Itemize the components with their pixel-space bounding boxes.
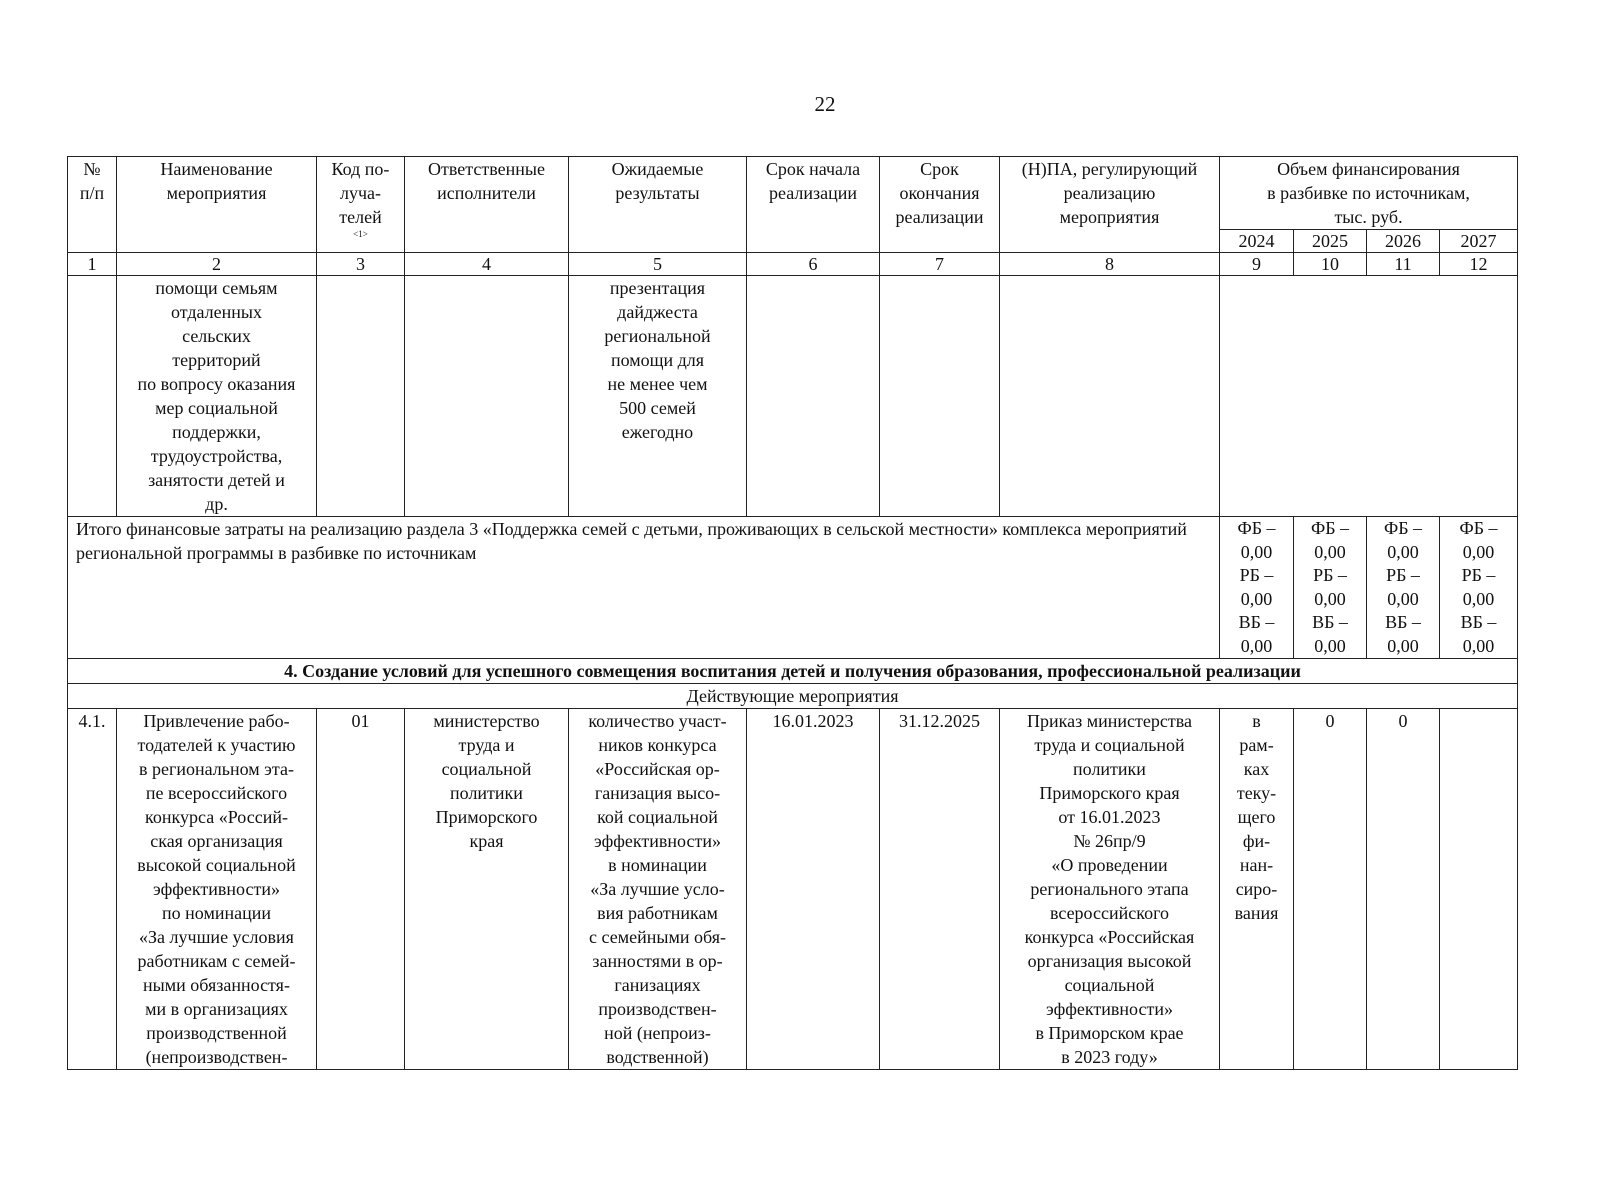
header-financing: Объем финансирования в разбивке по источникам, тыс. руб. (1220, 157, 1518, 230)
header-npa: (Н)ПА, регулирующий реализацию мероприятия (1000, 157, 1220, 253)
column-number: 8 (1000, 253, 1220, 276)
page-number: 22 (814, 92, 836, 116)
column-number: 4 (405, 253, 569, 276)
cell-empty (317, 276, 405, 517)
total-amount-2026: ФБ – 0,00 РБ – 0,00 ВБ – 0,00 (1367, 517, 1440, 659)
header-code-note: <1> (353, 229, 368, 239)
row-4-1 (68, 709, 1518, 1070)
row-4-1-code: 01 (317, 709, 405, 1070)
total-amount-2024: ФБ – 0,00 РБ – 0,00 ВБ – 0,00 (1220, 517, 1294, 659)
cell-empty (1220, 276, 1518, 517)
row-4-1-start: 16.01.2023 (747, 709, 880, 1070)
subsection-row (68, 684, 1518, 709)
row-4-1-executors: министерство труда и социальной политики Приморского края (405, 709, 569, 1070)
header-results: Ожидаемые результаты (569, 157, 747, 253)
row-4-1-end: 31.12.2025 (880, 709, 1000, 1070)
subsection-title: Действующие мероприятия (68, 684, 1518, 709)
column-number: 1 (68, 253, 117, 276)
header-end: Срок окончания реализации (880, 157, 1000, 253)
column-number: 9 (1220, 253, 1294, 276)
total-label: Итого финансовые затраты на реализацию раздела 3 «Поддержка семей с детьми, проживающих в сельской местности» комплекса мероприятий региональной программы в разбивке по источникам (68, 517, 1220, 659)
total-amount-2027: ФБ – 0,00 РБ – 0,00 ВБ – 0,00 (1440, 517, 1518, 659)
header-year: 2026 (1367, 230, 1440, 253)
column-number: 10 (1294, 253, 1367, 276)
header-code (317, 157, 405, 253)
row-4-1-fin-2027 (1440, 709, 1518, 1070)
continued-row (68, 276, 1518, 517)
cell-empty (880, 276, 1000, 517)
header-number: № п/п (68, 157, 117, 253)
section-4-row (68, 659, 1518, 684)
column-number: 7 (880, 253, 1000, 276)
row-4-1-results: количество участ- ников конкурса «Российская ор- ганизация высо- кой социальной эффективности» в номинации «За лучшие усло- вия работникам с семейными обя- занностями в ор- ганизациях производствен- ной (непроиз- водственной) (569, 709, 747, 1070)
column-number: 3 (317, 253, 405, 276)
header-start: Срок начала реализации (747, 157, 880, 253)
column-number: 2 (117, 253, 317, 276)
column-number: 12 (1440, 253, 1518, 276)
total-row (68, 517, 1518, 659)
cell-empty (405, 276, 569, 517)
cell-empty (1000, 276, 1220, 517)
header-code-text: Код по- луча- телей (331, 159, 390, 227)
total-amount-2025: ФБ – 0,00 РБ – 0,00 ВБ – 0,00 (1294, 517, 1367, 659)
program-table (67, 156, 1518, 1070)
header-executors: Ответственные исполнители (405, 157, 569, 253)
row-4-1-npa: Приказ министерства труда и социальной политики Приморского края от 16.01.2023 № 26пр/9 «О проведении регионального этапа всероссийского конкурса «Российская организация высокой социальной эффективности» в Приморском крае в 2023 году» (1000, 709, 1220, 1070)
cell-empty (747, 276, 880, 517)
row-4-1-number: 4.1. (68, 709, 117, 1070)
column-number: 11 (1367, 253, 1440, 276)
continued-results: презентация дайджеста региональной помощи для не менее чем 500 семей ежегодно (569, 276, 747, 517)
header-row (68, 157, 1518, 230)
column-number: 6 (747, 253, 880, 276)
header-year: 2027 (1440, 230, 1518, 253)
header-year: 2024 (1220, 230, 1294, 253)
column-number: 5 (569, 253, 747, 276)
row-4-1-fin-2025: 0 (1294, 709, 1367, 1070)
header-name: Наименование мероприятия (117, 157, 317, 253)
row-4-1-name: Привлечение рабо- тодателей к участию в региональном эта- пе всероссийского конкурса «Россий- ская организация высокой социальной эффективности» по номинации «За лучшие условия работникам с семей- ными обязанностя- ми в организациях производственной (непроизводствен- (117, 709, 317, 1070)
section-4-title: 4. Создание условий для успешного совмещения воспитания детей и получения образования, профессиональной реализации (68, 659, 1518, 684)
cell-empty (68, 276, 117, 517)
row-4-1-fin-2026: 0 (1367, 709, 1440, 1070)
continued-name: помощи семьям отдаленных сельских территорий по вопросу оказания мер социальной поддержки, трудоустройства, занятости детей и др. (117, 276, 317, 517)
header-year: 2025 (1294, 230, 1367, 253)
column-numbers-row (68, 253, 1518, 276)
row-4-1-fin-2024: в рам- ках теку- щего фи- нан- сиро- вания (1220, 709, 1294, 1070)
